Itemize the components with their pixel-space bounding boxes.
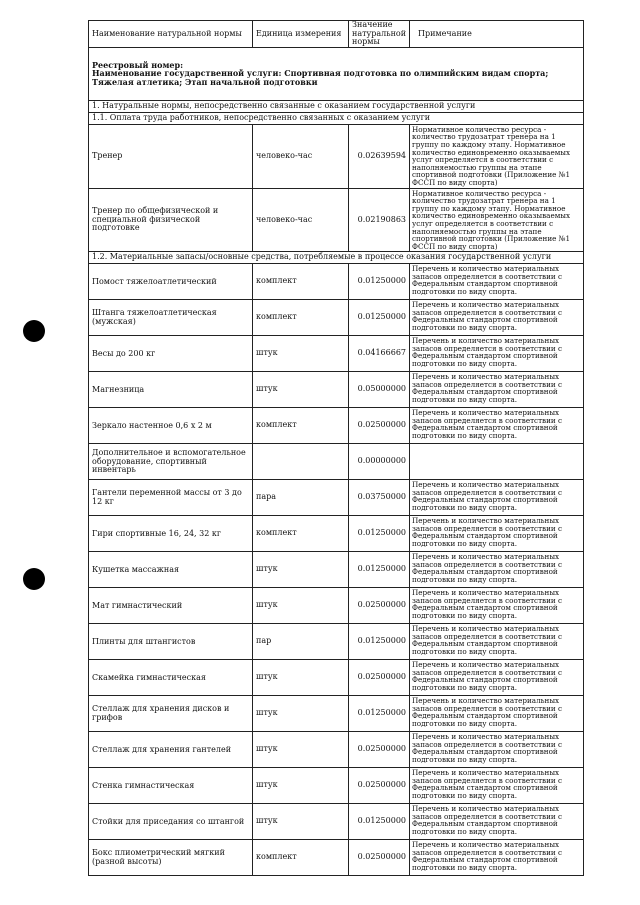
norm-value: 0.01250000: [349, 300, 410, 336]
norm-name: Дополнительное и вспомогательное оборудование, спортивный инвентарь: [89, 444, 253, 480]
table-row: [89, 696, 584, 732]
table-row: [89, 624, 584, 660]
norm-value: 0.03750000: [349, 480, 410, 516]
norm-value: 0.02500000: [349, 732, 410, 768]
norm-name: Стенка гимнастическая: [89, 768, 253, 804]
section-row: [89, 100, 584, 112]
norm-name: Помост тяжелоатлетический: [89, 264, 253, 300]
table-row: [89, 480, 584, 516]
norm-note: Перечень и количество материальных запасов определяется в соответствии с Федеральным стандартом спортивной подготовки по виду спорта.: [410, 732, 584, 768]
norm-value: 0.02500000: [349, 660, 410, 696]
norm-unit: штук: [253, 588, 349, 624]
table-row: [89, 516, 584, 552]
norm-note: Перечень и количество материальных запасов определяется в соответствии с Федеральным стандартом спортивной подготовки по виду спорта.: [410, 480, 584, 516]
norm-note: Перечень и количество материальных запасов определяется в соответствии с Федеральным стандартом спортивной подготовки по виду спорта.: [410, 804, 584, 840]
norm-note: Перечень и количество материальных запасов определяется в соответствии с Федеральным стандартом спортивной подготовки по виду спорта.: [410, 516, 584, 552]
norm-note: Перечень и количество материальных запасов определяется в соответствии с Федеральным стандартом спортивной подготовки по виду спорта.: [410, 300, 584, 336]
norm-name: Штанга тяжелоатлетическая (мужская): [89, 300, 253, 336]
norm-unit: штук: [253, 732, 349, 768]
section-row: [89, 112, 584, 124]
table-row: [89, 300, 584, 336]
norm-unit: комплект: [253, 300, 349, 336]
norm-note: Перечень и количество материальных запасов определяется в соответствии с Федеральным стандартом спортивной подготовки по виду спорта.: [410, 588, 584, 624]
norm-name: Стеллаж для хранения гантелей: [89, 732, 253, 768]
table-row: [89, 660, 584, 696]
norm-name: Бокс плиометрический мягкий (разной высоты): [89, 840, 253, 876]
norm-value: 0.01250000: [349, 696, 410, 732]
section-1-1-title: 1.1. Оплата труда работников, непосредственно связанных с оказанием услуги: [89, 112, 584, 124]
norm-unit: человеко-час: [253, 124, 349, 188]
norm-unit: штук: [253, 372, 349, 408]
norm-unit: комплект: [253, 516, 349, 552]
norm-value: 0.02500000: [349, 840, 410, 876]
norm-note: Перечень и количество материальных запасов определяется в соответствии с Федеральным стандартом спортивной подготовки по виду спорта.: [410, 840, 584, 876]
table-row: [89, 588, 584, 624]
norm-unit: штук: [253, 660, 349, 696]
norm-value: 0.01250000: [349, 624, 410, 660]
table-row: [89, 264, 584, 300]
norm-note: Перечень и количество материальных запасов определяется в соответствии с Федеральным стандартом спортивной подготовки по виду спорта.: [410, 552, 584, 588]
header-name: Наименование натуральной нормы: [89, 21, 253, 48]
table-row: [89, 336, 584, 372]
norm-name: Мат гимнастический: [89, 588, 253, 624]
norm-unit: штук: [253, 696, 349, 732]
norm-name: Весы до 200 кг: [89, 336, 253, 372]
norm-unit: пар: [253, 624, 349, 660]
table-header-row: [89, 21, 584, 48]
norm-note: Перечень и количество материальных запасов определяется в соответствии с Федеральным стандартом спортивной подготовки по виду спорта.: [410, 372, 584, 408]
norm-value: 0.01250000: [349, 516, 410, 552]
table-row: [89, 768, 584, 804]
norm-name: Кушетка массажная: [89, 552, 253, 588]
table-row: [89, 188, 584, 252]
section-row: [89, 252, 584, 264]
norm-unit: [253, 444, 349, 480]
table-row: [89, 804, 584, 840]
norm-name: Гантели переменной массы от 3 до 12 кг: [89, 480, 253, 516]
norm-value: 0.01250000: [349, 552, 410, 588]
binder-hole: [23, 320, 45, 342]
registry-row: [89, 47, 584, 100]
table-row: [89, 408, 584, 444]
norm-unit: штук: [253, 552, 349, 588]
norm-note: Перечень и количество материальных запасов определяется в соответствии с Федеральным стандартом спортивной подготовки по виду спорта.: [410, 264, 584, 300]
table-row: [89, 372, 584, 408]
norm-unit: комплект: [253, 408, 349, 444]
norm-value: 0.00000000: [349, 444, 410, 480]
norm-name: Плинты для штангистов: [89, 624, 253, 660]
norm-name: Гири спортивные 16, 24, 32 кг: [89, 516, 253, 552]
norm-note: Нормативное количество ресурса - количество трудозатрат тренера на 1 группу по каждому этапу. Нормативное количество единовременно оказываемых услуг определяется в соответствии с наполняемостью группы на этапе спортивной подготовки (Приложение №1 ФССП по виду спорта): [410, 188, 584, 252]
norm-name: Тренер: [89, 124, 253, 188]
norm-unit: штук: [253, 768, 349, 804]
norm-value: 0.02500000: [349, 768, 410, 804]
norm-name: Скамейка гимнастическая: [89, 660, 253, 696]
binder-hole: [23, 568, 45, 590]
norms-table: [88, 20, 584, 876]
norm-value: 0.02500000: [349, 408, 410, 444]
table-row: [89, 124, 584, 188]
norm-name: Стеллаж для хранения дисков и грифов: [89, 696, 253, 732]
norm-value: 0.02190863: [349, 188, 410, 252]
norm-unit: человеко-час: [253, 188, 349, 252]
norm-unit: комплект: [253, 840, 349, 876]
norm-note: Перечень и количество материальных запасов определяется в соответствии с Федеральным стандартом спортивной подготовки по виду спорта.: [410, 768, 584, 804]
registry-number: Реестровый номер:: [92, 59, 184, 70]
table-row: [89, 444, 584, 480]
norm-note: Перечень и количество материальных запасов определяется в соответствии с Федеральным стандартом спортивной подготовки по виду спорта.: [410, 336, 584, 372]
table-row: [89, 732, 584, 768]
norm-note: Перечень и количество материальных запасов определяется в соответствии с Федеральным стандартом спортивной подготовки по виду спорта.: [410, 624, 584, 660]
header-unit: Единица измерения: [253, 21, 349, 48]
norm-value: 0.02639594: [349, 124, 410, 188]
service-name: Наименование государственной услуги: Спортивная подготовка по олимпийским видам спорта; Тяжелая атлетика; Этап начальной подготовки: [92, 68, 549, 88]
table-row: [89, 840, 584, 876]
norm-value: 0.01250000: [349, 804, 410, 840]
section-1-2-title: 1.2. Материальные запасы/основные средства, потребляемые в процессе оказания государственной услуги: [89, 252, 584, 264]
norm-value: 0.02500000: [349, 588, 410, 624]
norm-name: Стойки для приседания со штангой: [89, 804, 253, 840]
norm-note: Нормативное количество ресурса - количество трудозатрат тренера на 1 группу по каждому этапу. Нормативное количество единовременно оказываемых услуг определяется в соответствии с наполняемостью группы на этапе спортивной подготовки (Приложение №1 ФССП по виду спорта): [410, 124, 584, 188]
norm-unit: комплект: [253, 264, 349, 300]
norm-value: 0.01250000: [349, 264, 410, 300]
header-note: Примечание: [410, 21, 584, 48]
norm-note: Перечень и количество материальных запасов определяется в соответствии с Федеральным стандартом спортивной подготовки по виду спорта.: [410, 408, 584, 444]
section-1-title: 1. Натуральные нормы, непосредственно связанные с оказанием государственной услуги: [89, 100, 584, 112]
header-value: Значение натуральной нормы: [349, 21, 410, 48]
norm-unit: штук: [253, 336, 349, 372]
norm-name: Зеркало настенное 0,6 х 2 м: [89, 408, 253, 444]
norm-note: [410, 444, 584, 480]
norm-name: Магнезница: [89, 372, 253, 408]
norm-note: Перечень и количество материальных запасов определяется в соответствии с Федеральным стандартом спортивной подготовки по виду спорта.: [410, 660, 584, 696]
norm-value: 0.04166667: [349, 336, 410, 372]
norm-name: Тренер по общефизической и специальной физической подготовке: [89, 188, 253, 252]
norm-unit: пара: [253, 480, 349, 516]
norm-unit: штук: [253, 804, 349, 840]
table-row: [89, 552, 584, 588]
norm-note: Перечень и количество материальных запасов определяется в соответствии с Федеральным стандартом спортивной подготовки по виду спорта.: [410, 696, 584, 732]
norm-value: 0.05000000: [349, 372, 410, 408]
